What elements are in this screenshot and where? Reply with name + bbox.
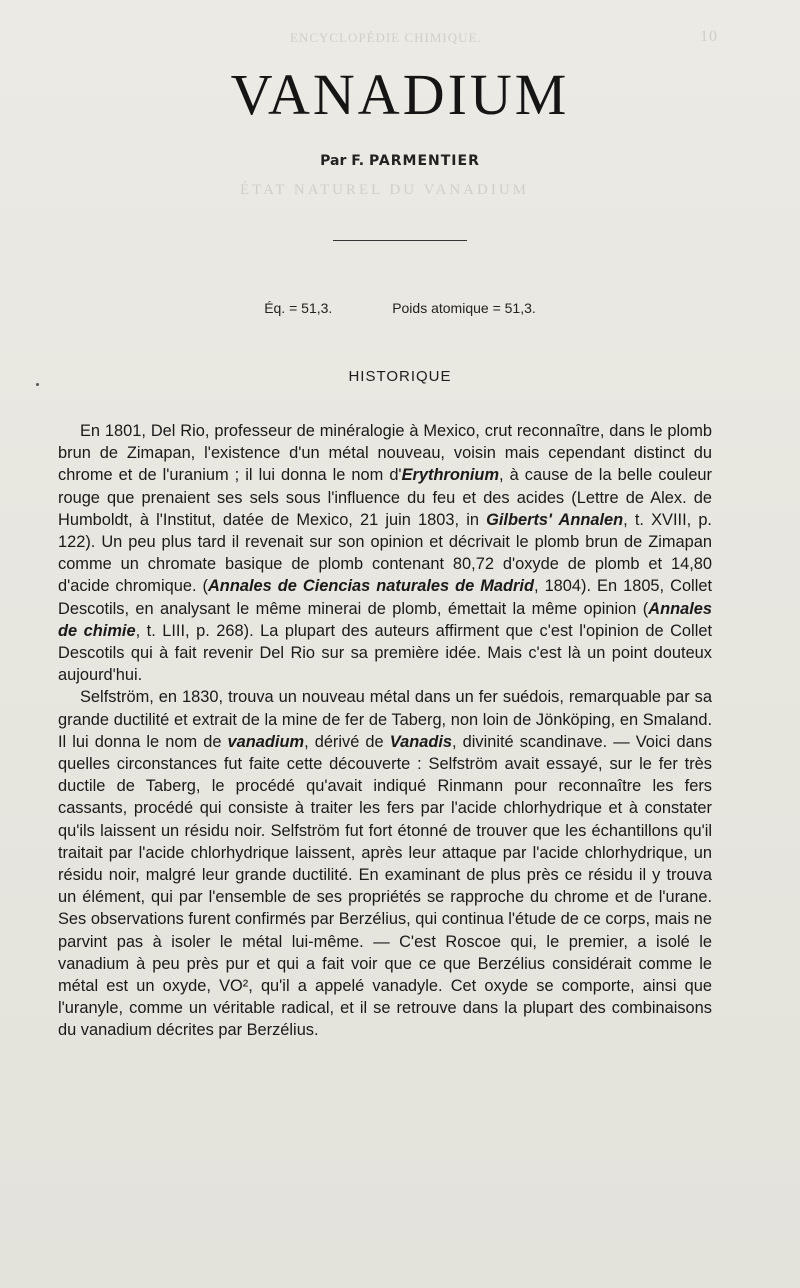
- equivalent-line: [0, 300, 800, 316]
- page-title: VANADIUM: [230, 62, 570, 127]
- term-erythronium: Erythronium: [401, 466, 500, 485]
- paragraph-2-text: , divinité scandinave. — Voici dans quelles circonstances fut faite cette découverte : Selfström avait essayé, sur le fer très ductile de Taberg, le procédé qu'avait indiqué Rinmann pour reconnaître les fers cassants, procédé qui consiste à traiter les fers par l'acide chlorhydrique et à constater qu'ils laissent un résidu noir. Selfström fut fort étonné de trouver que les échantillons qu'il traitait par l'acide chlorhydrique laissent, après leur attaque par l'acide chlorhydrique, un résidu noir, malgré leur grande ductilité. En examinant de plus près ce résidu il y trouva un élément, qui par l'ensemble de ses propriétés se rapproche du chrome et de l'urane. Ses observations furent confirmés par Berzélius, qui continua l'étude de ce corps, mais ne parvint pas à isoler le métal lui-même. — C'est Roscoe qui, le premier, a isolé le vanadium à peu près pur et qui a fait voir que ce que Berzélius considérait comme le métal est un oxyde, VO², qu'il a appelé vanadyle. Cet oxyde se comporte, ainsi que l'uranyle, comme un véritable radical, et il se retrouve dans la plupart des combinaisons du vanadium décrites par Berzélius.: [58, 732, 713, 1040]
- atomic-weight-value: Poids atomique = 51,3.: [392, 300, 536, 316]
- bleed-through-header: ENCYCLOPÉDIE CHIMIQUE.: [290, 30, 482, 45]
- author-prefix: Par F.: [320, 153, 365, 169]
- author-line: [0, 153, 800, 169]
- paragraph-2-text: , dérivé de: [304, 732, 390, 751]
- paragraph-1-text: , à cause de la belle couleur rouge que prenaient ses sels sous l'influence du feu et des acides (Lettre de Alex. de Humboldt, à l'Institut, datée de Mexico, 21 juin 1803, in: [58, 466, 713, 529]
- citation-annales-madrid: Annales de Ciencias naturales de Madrid: [207, 577, 535, 596]
- paragraph-2: [58, 686, 712, 1041]
- citation-gilberts-annalen: Gilberts' Annalen: [486, 510, 624, 529]
- author-name: PARMENTIER: [368, 153, 480, 169]
- equivalent-value: Éq. = 51,3.: [264, 300, 333, 316]
- bleed-through-section-title: ÉTAT NATUREL DU VANADIUM: [240, 182, 529, 198]
- citation-annales-chimie: Annales de chimie: [58, 599, 712, 640]
- bleed-through-page-number: 10: [700, 28, 718, 45]
- term-vanadis: Vanadis: [389, 732, 452, 751]
- paragraph-1-text: , t. XVIII, p. 122). Un peu plus tard il revenait sur son opinion et décrivait le plomb brun de Zimapan comme un chromate basique de plomb contenant 80,72 d'oxyde de plomb et 14,80 d'acide chromique. (: [58, 510, 712, 596]
- body-text: [58, 420, 712, 1042]
- paragraph-1-text: En 1801, Del Rio, professeur de minéralogie à Mexico, crut reconnaître, dans le plomb brun de Zimapan, l'existence d'un métal nouveau, voisin mais cependant distinct du chrome et de l'uranium ; il lui donna le nom d': [58, 422, 712, 485]
- section-title: HISTORIQUE: [348, 368, 452, 385]
- paragraph-2-text: Selfström, en 1830, trouva un nouveau métal dans un fer suédois, remarquable par sa grande ductilité et extrait de la mine de fer de Taberg, non loin de Jönköping, en Smaland. Il lui donna le nom de: [58, 688, 712, 751]
- term-vanadium: vanadium: [227, 732, 305, 751]
- paragraph-1-text: , t. LIII, p. 268). La plupart des auteurs affirment que c'est l'opinion de Collet Descotils qui à fait revenir Del Rio sur sa première idée. Mais c'est là un point douteux aujourd'hui.: [58, 621, 712, 685]
- divider-rule: [333, 240, 467, 241]
- paragraph-1: [58, 420, 712, 686]
- paragraph-1-text: , 1804). En 1805, Collet Descotils, en analysant le même minerai de plomb, émettait la même opinion (: [58, 577, 713, 618]
